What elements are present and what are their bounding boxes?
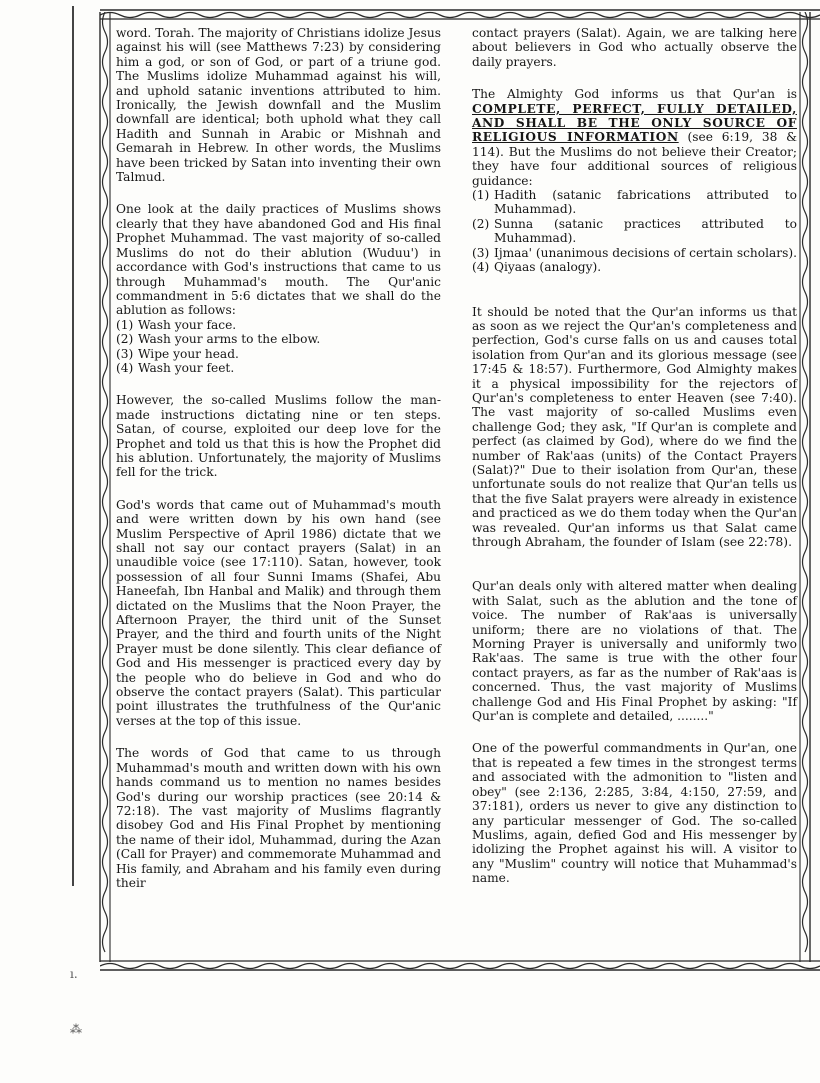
list-item-number: (3) xyxy=(472,245,490,260)
list-item-number: (3) xyxy=(116,346,134,361)
ablution-steps-list xyxy=(116,318,441,376)
list-item-number: (2) xyxy=(472,216,490,231)
list-item-text: Wash your feet. xyxy=(138,360,235,375)
quran-complete-lead: The Almighty God informs us that Qur'an is xyxy=(472,87,797,102)
list-item-text: Wash your face. xyxy=(138,317,237,332)
list-item-text: Ijmaa' (unanimous decisions of certain scholars). xyxy=(494,245,797,260)
religious-sources-list xyxy=(472,188,797,274)
list-item xyxy=(472,188,797,217)
paragraph-rakaas: Qur'an deals only with altered matter when dealing with Salat, such as the ablution and the tone of voice. The number of Rak'aas is universally uniform; there are no violations of that. The Morning Prayer is universally and uniformly two Rak'aas. The same is true with the other four contact prayers, as far as the number of Rak'aas is concerned. Thus, the vast majority of Muslims challenge God and His Final Prophet by asking: "If Qur'an is complete and detailed, ........" xyxy=(472,579,797,724)
list-item xyxy=(472,217,797,246)
list-item xyxy=(472,246,797,260)
list-item-number: (2) xyxy=(116,332,134,347)
paragraph-quran-complete xyxy=(472,87,797,188)
right-text-column xyxy=(472,26,797,886)
left-text-column xyxy=(116,26,441,890)
left-ornamental-border xyxy=(98,12,112,962)
list-item-text: Wash your arms to the elbow. xyxy=(138,332,321,347)
list-item xyxy=(116,318,441,332)
list-item xyxy=(116,332,441,346)
list-item xyxy=(472,260,797,274)
paragraph-silent-prayers: God's words that came out of Muhammad's mouth and were written down by his own hand (see Muslim Perspective of April 1986) dictate that we shall not say our contact prayers (Salat) in an unaudible voice (see 17:110). Satan, however, took possession of all four Sunni Imams (Shafei, Abu Haneefah, Ibn Hanbal and Malik) and through them dictated on the Muslims that the Noon Prayer, the Afternoon Prayer, the third unit of the Sunset Prayer, and the third and fourth units of the Night Prayer must be done silently. This clear defiance of God and His messenger is practiced every day by the people who do believe in God and who do observe the contact prayers (Salat). This particular point illustrates the truthfulness of the Qur'anic verses at the top of this issue. xyxy=(116,497,441,728)
list-item-number: (4) xyxy=(472,260,490,275)
list-item-number: (4) xyxy=(116,360,134,375)
top-ornamental-border xyxy=(100,8,820,20)
scan-speck: ı. xyxy=(70,967,78,981)
paragraph-completeness-curse: It should be noted that the Qur'an informs us that as soon as we reject the Qur'an's completeness and perfection, God's curse falls on us and causes total isolation from Qur'an and its glorious message (see 17:45 & 18:57). Furthermore, God Almighty makes it a physical impossibility for the rejectors of Qur'an's completeness to enter Heaven (see 7:40). The vast majority of so-called Muslims even challenge God; they ask, "If Qur'an is complete and perfect (as claimed by God), where do we find the number of Rak'aas (units) of the Contact Prayers (Salat)?" Due to their isolation from Qur'an, these unfortunate souls do not realize that Qur'an tells us that the five Salat prayers were already in existence and practiced as we do them today when the Qur'an was revealed. Qur'an informs us that Salat came through Abraham, the founder of Islam (see 22:78). xyxy=(472,304,797,549)
list-item xyxy=(116,347,441,361)
list-item-number: (1) xyxy=(472,188,490,203)
bottom-ornamental-border xyxy=(100,960,820,972)
scan-speck: ⁂ xyxy=(70,1022,82,1036)
list-item-text: Wipe your head. xyxy=(138,346,239,361)
list-item xyxy=(116,361,441,375)
paragraph-no-names: The words of God that came to us through Muhammad's mouth and written down with his own hands command us to mention no names besides God's during our worship practices (see 20:14 & 72:18). The vast majority of Muslims flagrantly disobey God and His Final Prophet by mentioning the name of their idol, Muhammad, during the Azan (Call for Prayer) and commemorate Muhammad and His family, and Abraham and his family even during their xyxy=(116,746,441,890)
paragraph-no-distinction: One of the powerful commandments in Qur'an, one that is repeated a few times in the strongest terms and associated with the admonition to "listen and obey" (see 2:136, 2:285, 3:84, 4:150, 27:59, and 37:181), orders us never to give any distinction to any particular messenger of God. The so-called Muslims, again, defied God and His messenger by idolizing the Prophet against his will. A visitor to any "Muslim" country will notice that Muhammad's name. xyxy=(472,741,797,886)
paragraph-ablution-intro: One look at the daily practices of Muslims shows clearly that they have abandoned God and His final Prophet Muhammad. The vast majority of so-called Muslims do not do their ablution (Wuduu') in accordance with God's instructions that came to us through Muhammad's mouth. The Qur'anic commandment in 5:6 dictates that we shall do the ablution as follows: xyxy=(116,202,441,318)
quran-complete-emphasis: COMPLETE, PERFECT, FULLY DETAILED, AND SHALL BE THE ONLY SOURCE OF RELIGIOUS INFORMATION xyxy=(472,101,797,145)
list-item-text: Hadith (satanic fabrications attributed to Muhammad). xyxy=(494,188,797,217)
list-item-number: (1) xyxy=(116,317,134,332)
list-item-text: Sunna (satanic practices attributed to Muhammad). xyxy=(494,216,797,246)
list-item-text: Qiyaas (analogy). xyxy=(494,260,602,275)
right-ornamental-border xyxy=(798,12,812,962)
paragraph-contact-prayers: contact prayers (Salat). Again, we are talking here about believers in God who actually observe the daily prayers. xyxy=(472,26,797,69)
paragraph-talmud: word. Torah. The majority of Christians idolize Jesus against his will (see Matthews 7:23) by considering him a god, or son of God, or part of a triune god. The Muslims idolize Muhammad against his will, and uphold satanic inventions attributed to him. Ironically, the Jewish downfall and the Muslim downfall are identical; both uphold what they call Hadith and Sunnah in Arabic or Mishnah and Gemarah in Hebrew. In other words, the Muslims have been tricked by Satan into inventing their own Talmud. xyxy=(116,26,441,185)
scan-artifact-line xyxy=(72,6,74,886)
quran-complete-tail: (see 6:19, 38 & 114). But the Muslims do not believe their Creator; they have four additional sources of religious guidance: xyxy=(472,130,798,188)
paragraph-satan-exploited: However, the so-called Muslims follow the man-made instructions dictating nine or ten steps. Satan, of course, exploited our deep love for the Prophet and told us that this is how the Prophet did his ablution. Unfortunately, the majority of Muslims fell for the trick. xyxy=(116,393,441,480)
